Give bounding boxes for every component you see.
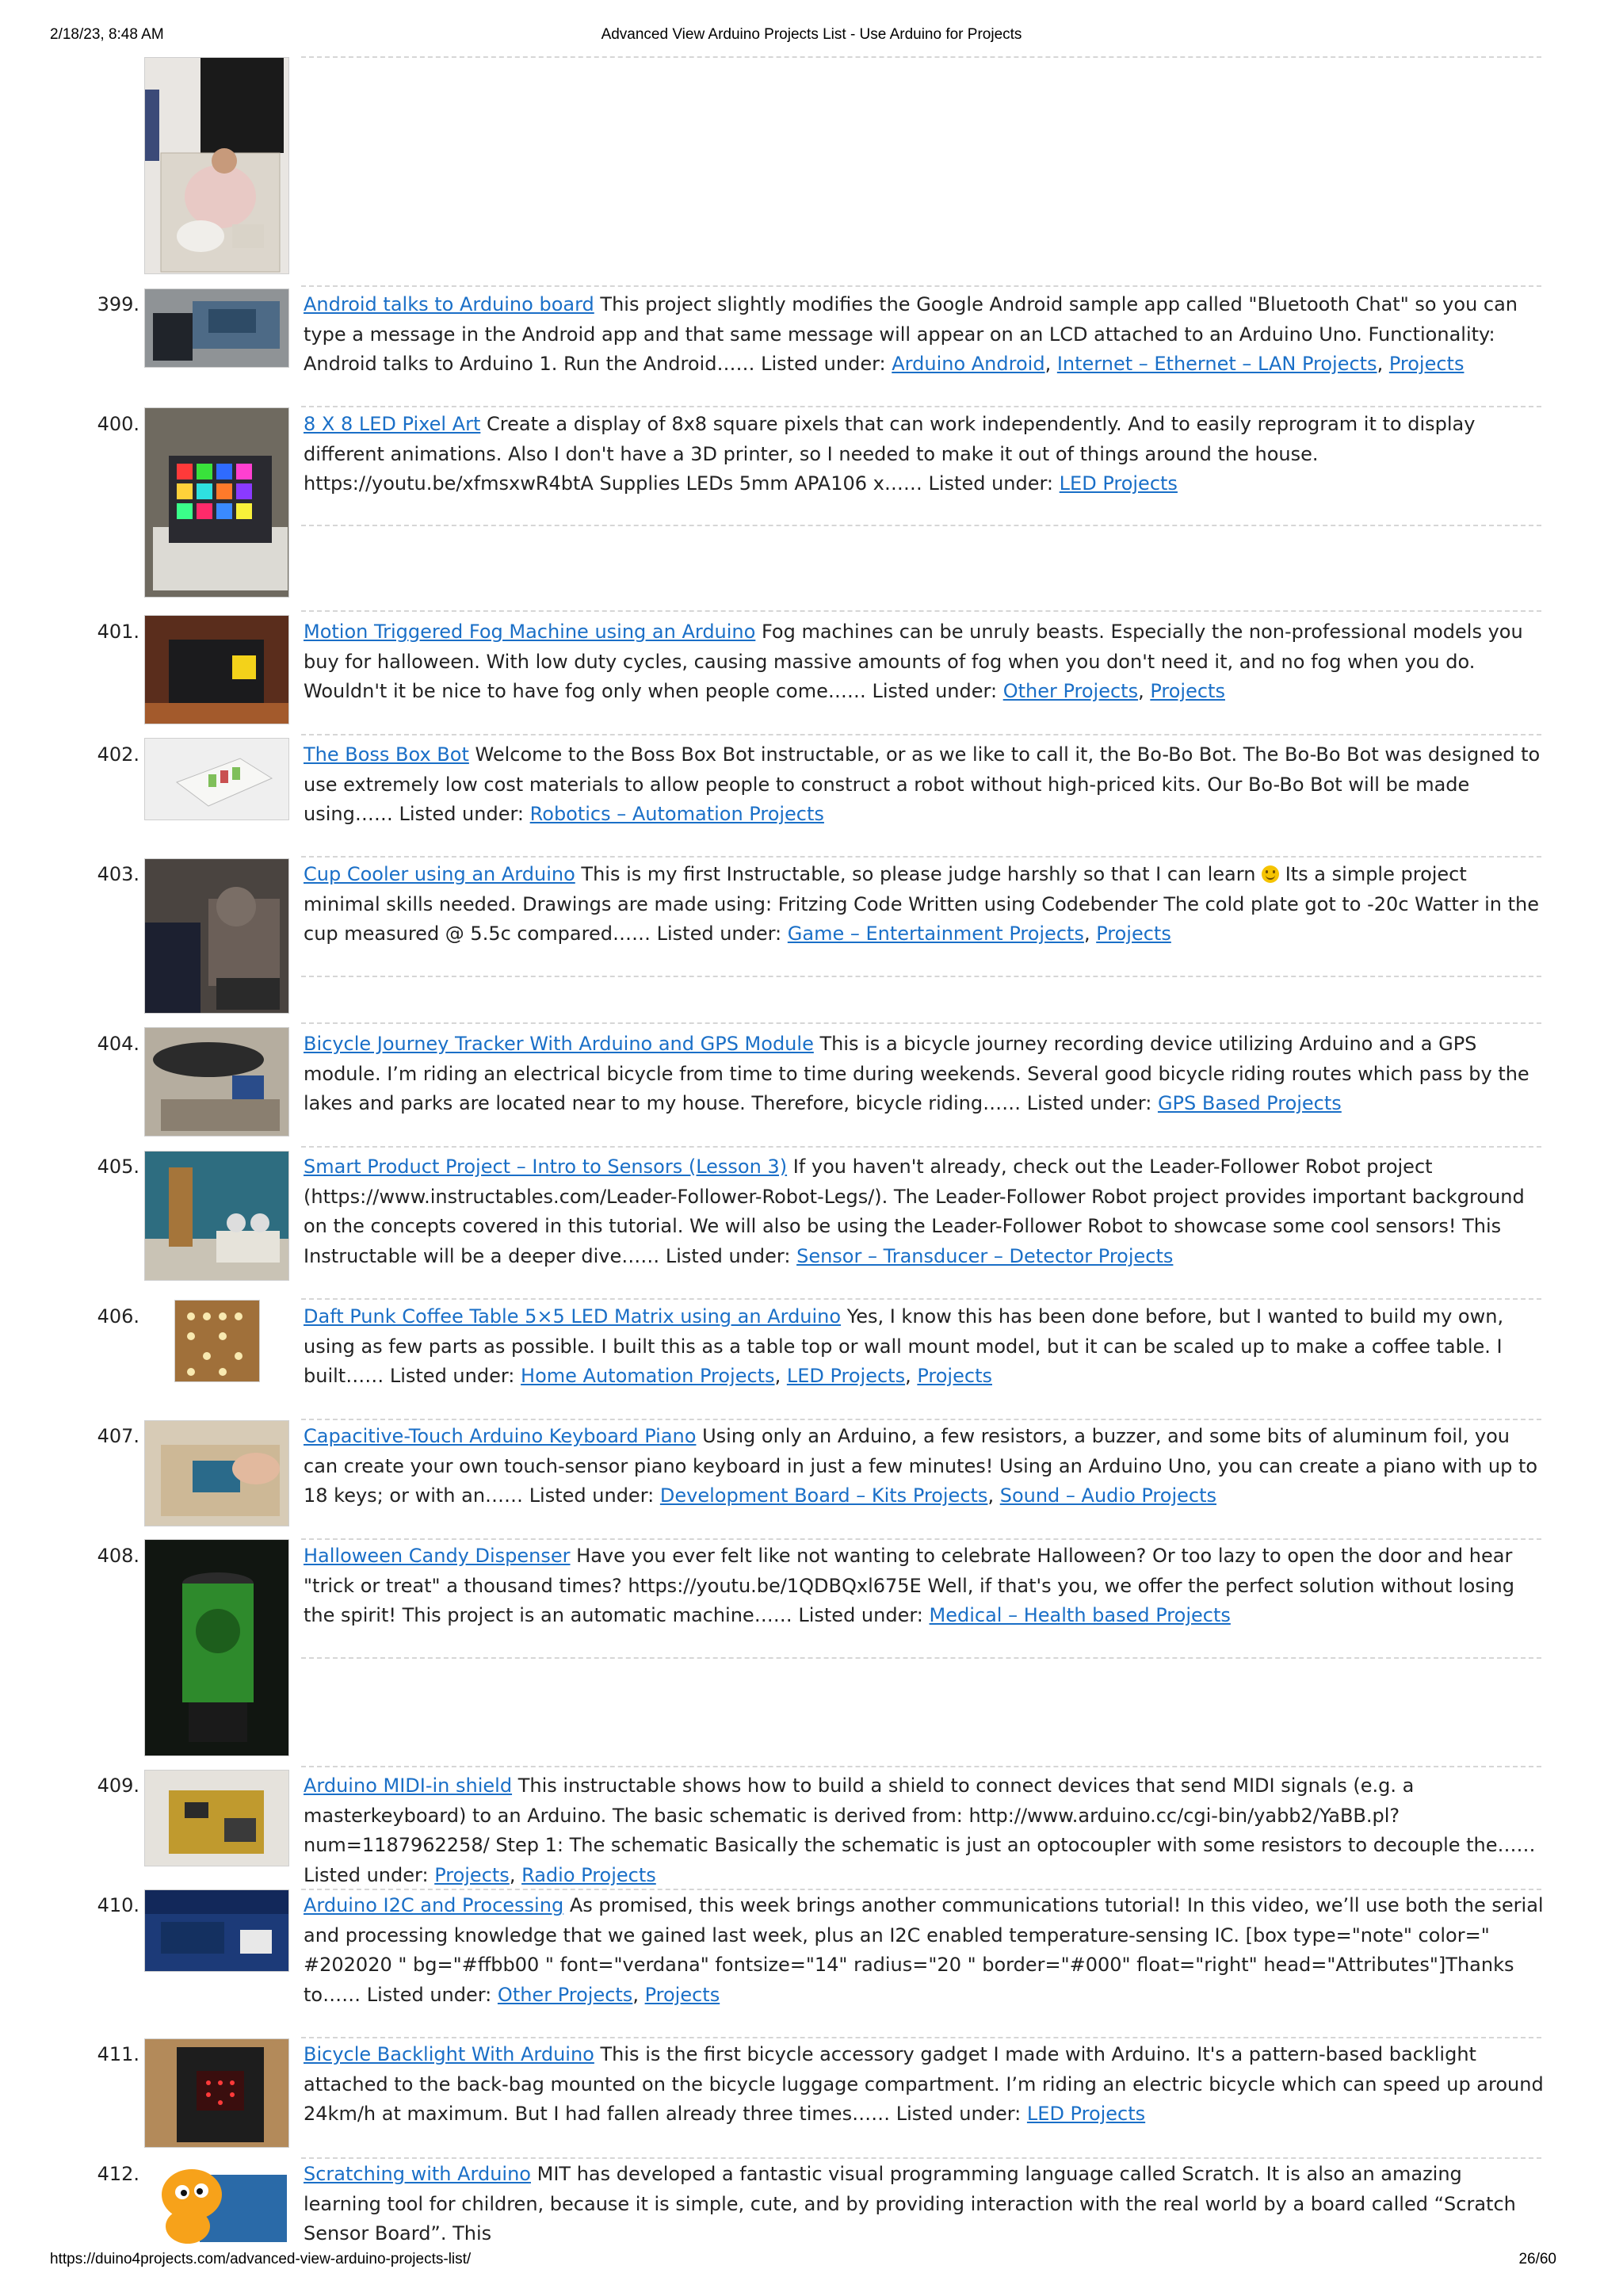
entry-description-lead: This is my first Instructable, so please judge harshly so that I can learn [581, 863, 1256, 885]
category-link[interactable]: Medical – Health based Projects [929, 1604, 1231, 1626]
listed-under-label: Listed under: [1026, 1092, 1152, 1114]
listed-under-label: Listed under: [896, 2103, 1022, 2125]
entry-408-photo[interactable] [144, 1539, 289, 1756]
category-link[interactable]: Projects [1096, 923, 1171, 945]
listed-under-label: Listed under: [399, 803, 525, 825]
listed-under-label: Listed under: [798, 1604, 923, 1626]
entry-description: This is the first bicycle accessory gadget I made with Arduino. It's a pattern-based backlight attached to the back-bag mounted on the bicycle luggage compartment. I’m riding an electric bicycle which can speed up around 24km/h at maximum. But I had fallen already three times…… [304, 2043, 1544, 2125]
divider [301, 2037, 1541, 2038]
entry-description: Fog machines can be unruly beasts. Especially the non-professional models you buy for halloween. With low duty cycles, causing massive amounts of fog when you don't need it, and no fog when you do. Wouldn't it be nice to have fog only when people come…… [304, 621, 1523, 702]
divider [301, 1298, 1541, 1300]
category-link[interactable]: Home Automation Projects [521, 1365, 775, 1387]
entry-number: 405. [97, 1156, 139, 1178]
smiley-icon [1262, 865, 1279, 883]
divider [301, 1657, 1541, 1659]
divider [301, 856, 1541, 858]
entry-410-photo[interactable] [144, 1889, 289, 1972]
entry-409-photo[interactable] [144, 1770, 289, 1866]
divider [301, 610, 1541, 612]
category-link[interactable]: LED Projects [1026, 2103, 1146, 2125]
divider [301, 976, 1541, 977]
entry-402-photo[interactable] [144, 738, 289, 820]
divider [301, 2157, 1541, 2159]
entry-title-link[interactable]: Arduino I2C and Processing [304, 1894, 564, 1916]
entry-405-photo[interactable] [144, 1151, 289, 1281]
entry-description: Using only an Arduino, a few resistors, a buzzer, and some bits of aluminum foil, you can create your own touch-sensor piano keyboard in just a few minutes! Using an Arduino Uno, you can create a piano with up to 18 keys; or with an…… [304, 1425, 1538, 1507]
entry-number: 404. [97, 1033, 139, 1055]
entry-number: 409. [97, 1775, 139, 1797]
entry-title-link[interactable]: Bicycle Journey Tracker With Arduino and GPS Module [304, 1033, 814, 1055]
print-datetime: 2/18/23, 8:48 AM [50, 26, 164, 43]
entry-title-link[interactable]: 8 X 8 LED Pixel Art [304, 413, 481, 435]
category-link[interactable]: Other Projects [1002, 680, 1139, 702]
category-link[interactable]: Projects [644, 1983, 720, 2006]
entry-title-link[interactable]: Cup Cooler using an Arduino [304, 863, 575, 885]
page-number: 26/60 [1518, 2251, 1556, 2267]
print-header [0, 26, 1623, 50]
entry-description: MIT has developed a fantastic visual programming language called Scratch. It is also an amazing learning tool for children, because it is simple, cute, and by providing interaction with the real world by a board called “Scratch Sensor Board”. This [304, 2163, 1516, 2244]
entry-description: This instructable shows how to build a shield to connect devices that send MIDI signals (e.g. a masterkeyboard) to an Arduino. The basic schematic is derived from: http://www.arduino.cc/cgi-bin/yabb2/YaBB.pl?num=1187962258/ Step 1: The schematic Basically the schematic is just an optocoupler with some resistors to decouple the…… [304, 1775, 1536, 1856]
entry-number: 412. [97, 2163, 139, 2185]
category-link[interactable]: Projects [1150, 680, 1225, 702]
entry-403-photo[interactable] [144, 858, 289, 1014]
entry-description: Its a simple project minimal skills needed. Drawings are made using: Fritzing Code Written using Codebender The cold plate got to -20c Watter in the cup measured @ 5.5c compared…… [304, 863, 1540, 945]
category-link[interactable]: Internet – Ethernet – LAN Projects [1056, 353, 1377, 375]
entry-title-link[interactable]: Scratching with Arduino [304, 2163, 531, 2185]
page-url: https://duino4projects.com/advanced-view-arduino-projects-list/ [50, 2251, 472, 2267]
divider [301, 1766, 1541, 1767]
entry-406-photo[interactable] [174, 1300, 260, 1382]
entry-title-link[interactable]: Arduino MIDI-in shield [304, 1775, 513, 1797]
divider [301, 406, 1541, 407]
category-link[interactable]: LED Projects [786, 1365, 906, 1387]
entry-title-link[interactable]: Halloween Candy Dispenser [304, 1545, 571, 1567]
category-link[interactable]: Arduino Android [892, 353, 1045, 375]
listed-under-label: Listed under: [304, 1863, 429, 1886]
entry-412 [304, 2160, 1544, 2249]
entry-406: Daft Punk Coffee Table 5×5 LED Matrix using an Arduino Yes, I know this has been done before, but I wanted to build my own, using as few parts as possible. I built this as a table top or wall mount model, but it can be scaled up to make a coffee table. I built…… Listed under: Home Automation Projects, LED Projects, Projects [304, 1305, 1504, 1387]
entry-400-photo[interactable] [144, 407, 289, 598]
divider [301, 1146, 1541, 1148]
entry-description: This is a bicycle journey recording device utilizing Arduino and a GPS module. I’m riding an electrical bicycle from time to time during weekends. Several good bicycle riding routes which pass by the lakes and parks are located near to my house. Therefore, bicycle riding…… [304, 1033, 1529, 1114]
entry-398-photo[interactable] [144, 57, 289, 274]
entry-400 [304, 410, 1544, 499]
entry-407: Capacitive-Touch Arduino Keyboard Piano Using only an Arduino, a few resistors, a buzzer, and some bits of aluminum foil, you can create your own touch-sensor piano keyboard in just a few minutes! Using an Arduino Uno, you can create a piano with up to 18 keys; or with an…… Listed under: Development Board – Kits Projects, Sound – Audio Projects [304, 1425, 1538, 1507]
category-link[interactable]: Robotics – Automation Projects [529, 803, 824, 825]
entry-title-link[interactable]: Smart Product Project – Intro to Sensors (Lesson 3) [304, 1156, 788, 1178]
listed-under-label: Listed under: [389, 1365, 515, 1387]
category-link[interactable]: LED Projects [1059, 472, 1178, 495]
entry-description: Have you ever felt like not wanting to celebrate Halloween? Or too lazy to open the door and hear "trick or treat" a thousand times? https://youtu.be/1QDBQxl675E Well, if that's you, we offer the perfect solution without losing the spirit! This project is an automatic machine…… [304, 1545, 1514, 1626]
entry-number: 400. [97, 413, 139, 435]
category-link[interactable]: Radio Projects [521, 1863, 656, 1886]
divider [301, 285, 1541, 287]
category-link[interactable]: Development Board – Kits Projects [659, 1484, 988, 1507]
category-link[interactable]: Other Projects [497, 1983, 633, 2006]
entry-403: Cup Cooler using an Arduino This is my first Instructable, so please judge harshly so that I can learn Its a simple project minimal skills needed. Drawings are made using: Fritzing Code Written using Codebender The cold plate got to -20c Watter in the cup measured @ 5.5c compared…… Listed under: Game – Entertainment Projects, Projects [304, 863, 1540, 945]
entry-410: Arduino I2C and Processing As promised, this week brings another communications tutorial! In this video, we’ll use both the serial and processing knowledge that we gained last week, plus an I2C enabled temperature-sensing IC. [box type="note" color=" #202020 " bg="#ffbb00 " font="verdana" fontsize="14" radius="20 " border="#000" float="right" head="Attributes"]Thanks to…… Listed under: Other Projects, Projects [304, 1894, 1544, 2006]
entry-description: Welcome to the Boss Box Bot instructable, or as we like to call it, the Bo-Bo Bot. The Bo-Bo Bot was designed to use extremely low cost materials to allow people to construct a robot without high-priced kits. Our Bo-Bo Bot will be made using…… [304, 743, 1541, 825]
listed-under-label: Listed under: [665, 1244, 791, 1267]
entry-number: 411. [97, 2043, 139, 2065]
divider [301, 1889, 1541, 1890]
entry-399: Android talks to Arduino board This project slightly modifies the Google Android sample app called "Bluetooth Chat" so you can type a message in the Android app and that same message will appear on an LCD attached to an Arduino Uno. Functionality: Android talks to Arduino 1. Run the Android…… Listed under: Arduino Android, Internet – Ethernet – LAN Projects, Projects [304, 293, 1518, 375]
entry-title-link[interactable]: Daft Punk Coffee Table 5×5 LED Matrix using an Arduino [304, 1305, 842, 1328]
entry-title-link[interactable]: Capacitive-Touch Arduino Keyboard Piano [304, 1425, 697, 1447]
listed-under-label: Listed under: [366, 1983, 492, 2006]
category-link[interactable]: Projects [917, 1365, 992, 1387]
entry-404-photo[interactable] [144, 1027, 289, 1137]
listed-under-label: Listed under: [761, 353, 886, 375]
entry-number: 406. [97, 1305, 139, 1328]
entry-409: Arduino MIDI-in shield This instructable shows how to build a shield to connect devices that send MIDI signals (e.g. a masterkeyboard) to an Arduino. The basic schematic is derived from: http://www.arduino.cc/cgi-bin/yabb2/YaBB.pl?num=1187962258/ Step 1: The schematic Basically the schematic is just an optocoupler with some resistors to decouple the…… Listed under: Projects, Radio Projects [304, 1775, 1536, 1886]
listed-under-label: Listed under: [928, 472, 1054, 495]
entry-number: 410. [97, 1894, 139, 1916]
entry-number: 403. [97, 863, 139, 885]
entry-number: 402. [97, 743, 139, 766]
entry-number: 399. [97, 293, 139, 315]
entry-401: Motion Triggered Fog Machine using an Arduino Fog machines can be unruly beasts. Especially the non-professional models you buy for halloween. With low duty cycles, causing massive amounts of fog when you don't need it, and no fog when you do. Wouldn't it be nice to have fog only when people come…… Listed under: Other Projects, Projects [304, 621, 1523, 702]
entry-description: This project slightly modifies the Google Android sample app called "Bluetooth Chat" so you can type a message in the Android app and that same message will appear on an LCD attached to an Arduino Uno. Functionality: Android talks to Arduino 1. Run the Android…… [304, 293, 1518, 375]
category-link[interactable]: Game – Entertainment Projects [787, 923, 1084, 945]
entry-408 [304, 1541, 1544, 1631]
page-title: Advanced View Arduino Projects List - Use Arduino for Projects [601, 26, 1022, 43]
divider [301, 1022, 1541, 1024]
entry-402 [304, 740, 1544, 830]
entry-number: 408. [97, 1545, 139, 1567]
entry-title-link[interactable]: Motion Triggered Fog Machine using an Arduino [304, 621, 756, 643]
entry-title-link[interactable]: The Boss Box Bot [304, 743, 469, 766]
entry-412-photo[interactable] [144, 2159, 289, 2246]
category-link[interactable]: Sound – Audio Projects [999, 1484, 1216, 1507]
listed-under-label: Listed under: [872, 680, 998, 702]
entry-411 [304, 2040, 1544, 2130]
entry-description: If you haven't already, check out the Leader-Follower Robot project (https://www.instructables.com/Leader-Follower-Robot-Legs/). The Leader-Follower Robot project provides important background on the concepts covered in this tutorial. We will also be using the Leader-Follower Robot to showcase some cool sensors! This Instructable will be a deeper dive…… [304, 1156, 1525, 1267]
entry-399-photo[interactable] [144, 288, 289, 368]
entry-404 [304, 1030, 1544, 1119]
entry-description: Create a display of 8x8 square pixels that can work independently. And to easily reprogram it to display different animations. Also I don't have a 3D printer, so I needed to make it out of things around the house. https://youtu.be/xfmsxwR4btA Supplies LEDs 5mm APA106 x…… [304, 413, 1476, 495]
divider [301, 525, 1541, 526]
divider [301, 734, 1541, 735]
listed-under-label: Listed under: [529, 1484, 655, 1507]
category-link[interactable]: GPS Based Projects [1157, 1092, 1342, 1114]
entry-number: 401. [97, 621, 139, 643]
entry-411-photo[interactable] [144, 2038, 289, 2148]
divider [301, 1419, 1541, 1420]
divider [301, 1538, 1541, 1540]
entry-description: Yes, I know this has been done before, but I wanted to build my own, using as few parts as possible. I built this as a table top or wall mount model, but it can be scaled up to make a coffee table. I built…… [304, 1305, 1504, 1387]
category-link[interactable]: Sensor – Transducer – Detector Projects [796, 1244, 1174, 1267]
entry-401-photo[interactable] [144, 615, 289, 724]
entry-description: As promised, this week brings another communications tutorial! In this video, we’ll use both the serial and processing knowledge that we gained last week, plus an I2C enabled temperature-sensing IC. [box type="note" color=" #202020 " bg="#ffbb00 " font="verdana" fontsize="14" radius="20 " border="#000" float="right" head="Attributes"]Thanks to…… [304, 1894, 1544, 2006]
print-footer [0, 2251, 1623, 2275]
listed-under-label: Listed under: [656, 923, 782, 945]
entry-number: 407. [97, 1425, 139, 1447]
divider [301, 56, 1541, 58]
category-link[interactable]: Projects [434, 1863, 510, 1886]
entry-405 [304, 1152, 1544, 1271]
entry-title-link[interactable]: Bicycle Backlight With Arduino [304, 2043, 594, 2065]
entry-407-photo[interactable] [144, 1420, 289, 1526]
entry-title-link[interactable]: Android talks to Arduino board [304, 293, 594, 315]
category-link[interactable]: Projects [1388, 353, 1465, 375]
